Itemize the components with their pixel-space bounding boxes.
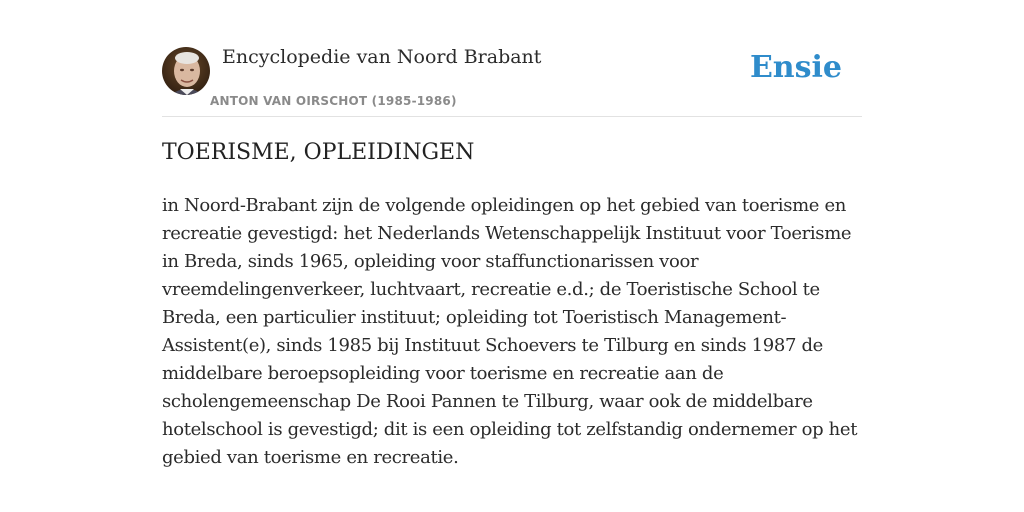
- author-name[interactable]: ANTON VAN OIRSCHOT (1985-1986): [210, 94, 457, 108]
- entry-body-text: in Noord-Brabant zijn de volgende opleidingen op het gebied van toerisme en recreatie gevestigd: het Nederlands Wetenschappelijk Instituut voor Toerisme in Breda, sinds 1965, opleiding voor staffunctionarissen voor vreemdelingenverkeer, luchtvaart, recreatie e.d.; de Toeristische School te Breda, een particulier instituut; opleiding tot Toeristisch Management-Assistent(e), sinds 1985 bij Instituut Schoevers te Tilburg en sinds 1987 de middelbare beroepsopleiding voor toerisme en recreatie aan de scholengemeenschap De Rooi Pannen te Tilburg, waar ook de middelbare hotelschool is gevestigd; dit is een opleiding tot zelfstandig ondernemer op het gebied van toerisme en recreatie.: [162, 195, 858, 468]
- entry-title: TOERISME, OPLEIDINGEN: [162, 140, 475, 165]
- author-portrait-image: [162, 47, 210, 95]
- author-avatar[interactable]: [162, 47, 210, 95]
- encyclopedia-title[interactable]: Encyclopedie van Noord Brabant: [222, 46, 542, 68]
- ensie-logo[interactable]: Ensie: [749, 50, 842, 85]
- entry-header: [162, 44, 862, 117]
